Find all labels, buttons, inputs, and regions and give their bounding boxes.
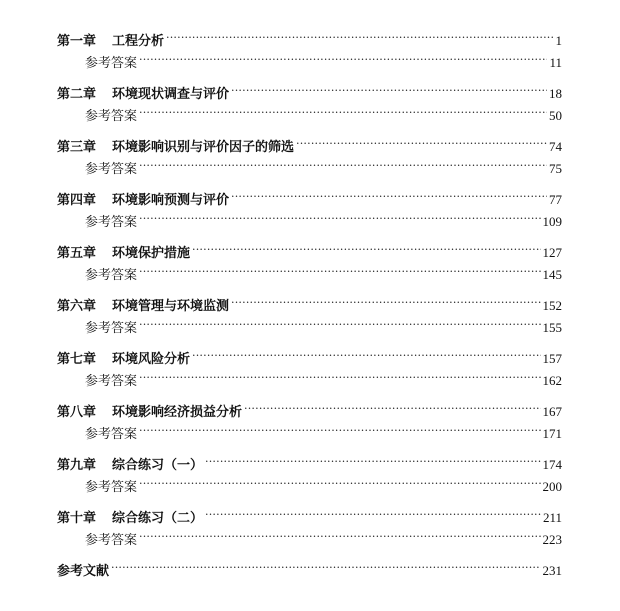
page-number: 75 [549, 161, 562, 176]
dot-leader [205, 500, 541, 522]
page-number: 174 [542, 457, 562, 472]
dot-leader [139, 469, 540, 491]
answers-label: 参考答案 [85, 109, 138, 124]
dot-leader [205, 447, 540, 469]
dot-leader [139, 204, 540, 226]
dot-leader [139, 416, 540, 438]
page-number: 11 [549, 55, 562, 70]
toc-chapter-9[interactable] [57, 447, 562, 473]
page-number: 152 [542, 298, 562, 313]
table-of-contents [57, 23, 562, 579]
page-number: 167 [542, 404, 562, 419]
page-number: 231 [542, 563, 562, 578]
page-number: 211 [542, 510, 562, 525]
dot-leader [192, 235, 540, 257]
dot-leader [139, 45, 547, 67]
chapter-title: 环境现状调查与评价 [112, 87, 230, 102]
toc-chapter-4[interactable] [57, 182, 562, 208]
dot-leader [244, 394, 540, 416]
toc-chapter-5[interactable] [57, 235, 562, 261]
page-number: 77 [549, 192, 562, 207]
answers-label: 参考答案 [85, 215, 138, 230]
page-number: 50 [549, 108, 562, 123]
page-number: 18 [549, 86, 562, 101]
page-number: 74 [549, 139, 562, 154]
chapter-number: 第八章 [57, 405, 97, 420]
page-number: 200 [542, 479, 562, 494]
toc-chapter-6[interactable] [57, 288, 562, 314]
chapter-title: 环境风险分析 [112, 352, 191, 367]
chapter-number: 第五章 [57, 246, 97, 261]
chapter-number: 第七章 [57, 352, 97, 367]
page-number: 162 [542, 373, 562, 388]
chapter-number: 第四章 [57, 193, 97, 208]
chapter-title: 环境影响经济损益分析 [112, 405, 243, 420]
page-number: 127 [542, 245, 562, 260]
chapter-title: 环境影响识别与评价因子的筛选 [112, 140, 295, 155]
dot-leader [139, 98, 547, 120]
dot-leader [139, 151, 547, 173]
page-number: 155 [542, 320, 562, 335]
chapter-number: 第六章 [57, 299, 97, 314]
answers-label: 参考答案 [85, 480, 138, 495]
toc-references[interactable] [57, 553, 562, 579]
answers-label: 参考答案 [85, 162, 138, 177]
toc-chapter-2[interactable] [57, 76, 562, 102]
references-title: 参考文献 [57, 564, 110, 579]
answers-label: 参考答案 [85, 427, 138, 442]
dot-leader [139, 310, 540, 332]
dot-leader [231, 288, 540, 310]
page-number: 145 [542, 267, 562, 282]
page-number: 1 [555, 33, 562, 48]
dot-leader [231, 76, 547, 98]
dot-leader [166, 23, 553, 45]
chapter-title: 环境管理与环境监测 [112, 299, 230, 314]
page-number: 223 [542, 532, 562, 547]
chapter-title: 环境影响预测与评价 [112, 193, 230, 208]
chapter-number: 第三章 [57, 140, 97, 155]
toc-chapter-1[interactable] [57, 23, 562, 49]
answers-label: 参考答案 [85, 321, 138, 336]
dot-leader [231, 182, 547, 204]
answers-label: 参考答案 [85, 533, 138, 548]
answers-label: 参考答案 [85, 56, 138, 71]
dot-leader [111, 553, 540, 575]
chapter-number: 第九章 [57, 458, 97, 473]
toc-chapter-7[interactable] [57, 341, 562, 367]
toc-chapter-10[interactable] [57, 500, 562, 526]
toc-chapter-3[interactable] [57, 129, 562, 155]
chapter-number: 第一章 [57, 34, 97, 49]
dot-leader [139, 257, 540, 279]
dot-leader [296, 129, 547, 151]
page-number: 109 [542, 214, 562, 229]
chapter-title: 综合练习（一） [112, 458, 204, 473]
page-number: 171 [542, 426, 562, 441]
toc-chapter-8[interactable] [57, 394, 562, 420]
dot-leader [139, 522, 540, 544]
chapter-title: 综合练习（二） [112, 511, 204, 526]
chapter-number: 第十章 [57, 511, 97, 526]
page-number: 157 [542, 351, 562, 366]
answers-label: 参考答案 [85, 268, 138, 283]
chapter-title: 环境保护措施 [112, 246, 191, 261]
answers-label: 参考答案 [85, 374, 138, 389]
dot-leader [192, 341, 540, 363]
chapter-title: 工程分析 [112, 34, 165, 49]
chapter-number: 第二章 [57, 87, 97, 102]
dot-leader [139, 363, 540, 385]
